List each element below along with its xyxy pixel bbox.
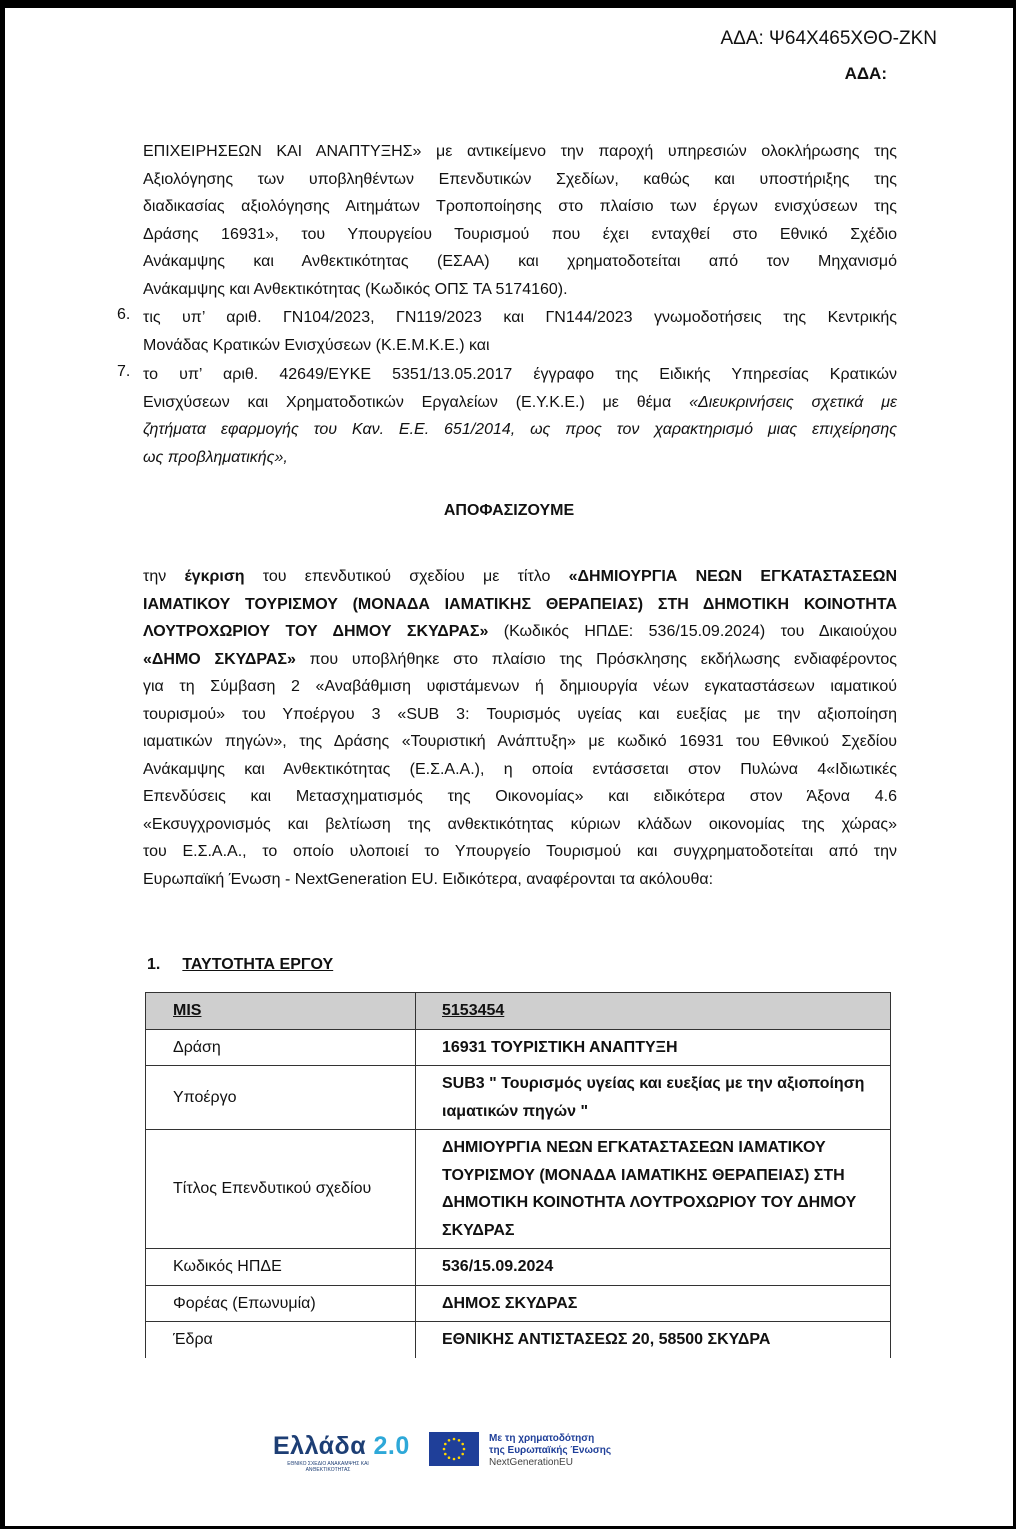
text-line: Ανάκαμψης και Ανθεκτικότητας (Κωδικός ΟΠΣ ΤΑ 5174160). xyxy=(143,280,568,298)
text-span: (Κωδικός ΗΠΔΕ: 536/15.09.2024) του Δικαιούχου xyxy=(488,623,897,640)
row-label: Κωδικός ΗΠΔΕ xyxy=(146,1249,416,1286)
row-label: Έδρα xyxy=(146,1322,416,1359)
text-line: του Ε.Σ.Α.Α., το οποίο υλοποιεί το Υπουργείο Τουρισμού και συγχρηματοδοτείται από την xyxy=(143,843,897,860)
text-line xyxy=(143,618,897,646)
text-line xyxy=(143,444,897,472)
table-header-value: 5153454 xyxy=(416,993,891,1030)
row-label: Τίτλος Επενδυτικού σχεδίου xyxy=(146,1130,416,1249)
table-header-row xyxy=(146,993,891,1030)
italic-span: ως προβληματικής», xyxy=(143,448,288,466)
text-line: «Εκσυγχρονισμός και βελτίωση της ανθεκτικότητας κύριων κλάδων οικονομίας της χώρας» xyxy=(143,815,897,833)
text-line: Αξιολόγησης των υποβληθέντων Επενδυτικών Σχεδίων, καθώς και υποστήριξης της xyxy=(143,170,897,188)
greece-logo-text xyxy=(273,1432,423,1461)
decision-paragraph xyxy=(143,563,897,893)
table-row xyxy=(146,1130,891,1249)
bold-span: ΙΑΜΑΤΙΚΟΥ ΤΟΥΡΙΣΜΟΥ (ΜΟΝΑΔΑ ΙΑΜΑΤΙΚΗΣ ΘΕΡΑΠΕΙΑΣ) ΣΤΗ ΔΗΜΟΤΙΚΗ ΚΟΙΝΟΤΗΤΑ xyxy=(143,595,897,613)
ada-label: ΑΔΑ: xyxy=(844,64,887,83)
eu-funding-text xyxy=(489,1433,659,1469)
text-line xyxy=(143,416,897,444)
item-6 xyxy=(143,304,897,359)
table-row xyxy=(146,1285,891,1322)
table-row xyxy=(146,1322,891,1359)
text-line: Δράσης 16931», του Υπουργείου Τουρισμού που έχει ενταχθεί στο Εθνικό Σχέδιο xyxy=(143,225,897,243)
text-line: Ανάκαμψης και Ανθεκτικότητας (ΕΣΑΑ) και χρηματοδοτείται από τον Μηχανισμό xyxy=(143,253,897,270)
decision-heading: ΑΠΟΦΑΣΙΖΟΥΜΕ xyxy=(443,502,575,519)
text-line: διαδικασίας αξιολόγησης Αιτημάτων Τροποποίησης στο πλαίσιο των έργων ενισχύσεων της xyxy=(143,198,897,215)
bold-span: ΛΟΥΤΡΟΧΩΡΙΟΥ ΤΟΥ ΔΗΜΟΥ ΣΚΥΔΡΑΣ» xyxy=(143,623,489,640)
item-7 xyxy=(143,361,897,471)
italic-span: «Διευκρινήσεις σχετικά με xyxy=(689,393,897,411)
greece-logo-name: Ελλάδα xyxy=(273,1432,367,1460)
row-value: 536/15.09.2024 xyxy=(416,1249,891,1286)
text-line xyxy=(143,591,897,619)
bold-span: «ΔΗΜΟ ΣΚΥΔΡΑΣ» xyxy=(143,650,296,668)
text-span: την xyxy=(143,568,185,585)
bold-span: «ΔΗΜΙΟΥΡΓΙΑ ΝΕΩΝ ΕΓΚΑΤΑΣΤΑΣΕΩΝ xyxy=(568,568,898,585)
text-line: Ανάκαμψης και Ανθεκτικότητας (Ε.Σ.Α.Α.), η οποία εντάσσεται στον Πυλώνα 4«Ιδιωτικές xyxy=(143,760,897,778)
text-line: ιαματικών πηγών», της Δράσης «Τουριστική Ανάπτυξη» με κωδικό 16931 του Εθνικού Σχεδίου xyxy=(143,733,897,750)
table-row xyxy=(146,1029,891,1066)
project-identity-table xyxy=(145,992,891,1358)
row-value: 16931 ΤΟΥΡΙΣΤΙΚΗ ΑΝΑΠΤΥΞΗ xyxy=(416,1029,891,1066)
text-line: Μονάδας Κρατικών Ενισχύσεων (Κ.Ε.Μ.Κ.Ε.) και xyxy=(143,336,490,354)
italic-span: ζητήματα εφαρμογής του Καν. Ε.Ε. 651/2014, ως προς τον χαρακτηρισμό μιας επιχείρησης xyxy=(143,421,897,438)
row-value: ΔΗΜΟΣ ΣΚΥΔΡΑΣ xyxy=(416,1285,891,1322)
text-span: που υποβλήθηκε στο πλαίσιο της Πρόσκλησης εκδήλωσης ενδιαφέροντος xyxy=(295,650,897,668)
bold-span: έγκριση xyxy=(184,568,245,585)
row-label: Δράση xyxy=(146,1029,416,1066)
document-page xyxy=(5,8,1013,1526)
text-line xyxy=(143,646,897,674)
greece-2-logo xyxy=(273,1432,423,1473)
item-number: 6. xyxy=(117,306,131,323)
table-row xyxy=(146,1066,891,1130)
row-value: ΕΘΝΙΚΗΣ ΑΝΤΙΣΤΑΣΕΩΣ 20, 58500 ΣΚΥΔΡΑ xyxy=(416,1322,891,1359)
greece-logo-subtitle: ΕΘΝΙΚΟ ΣΧΕΔΙΟ ΑΝΑΚΑΜΨΗΣ ΚΑΙ ΑΝΘΕΚΤΙΚΟΤΗΤΑΣ xyxy=(287,1461,369,1473)
item-number: 7. xyxy=(117,363,131,380)
text-line: τις υπ’ αριθ. ΓΝ104/2023, ΓΝ119/2023 και ΓΝ144/2023 γνωμοδοτήσεις της Κεντρικής xyxy=(143,309,897,326)
table-row xyxy=(146,1249,891,1286)
eu-text-line: Με τη χρηματοδότηση xyxy=(489,1433,595,1444)
text-line: Ευρωπαϊκή Ένωση - NextGeneration EU. Ειδικότερα, αναφέρονται τα ακόλουθα: xyxy=(143,870,714,888)
text-span: του επενδυτικού σχεδίου με τίτλο xyxy=(244,568,569,585)
row-label: Φορέας (Επωνυμία) xyxy=(146,1285,416,1322)
row-label: Υποέργο xyxy=(146,1066,416,1130)
row-value: ΔΗΜΙΟΥΡΓΙΑ ΝΕΩΝ ΕΓΚΑΤΑΣΤΑΣΕΩΝ ΙΑΜΑΤΙΚΟΥ ΤΟΥΡΙΣΜΟΥ (ΜΟΝΑΔΑ ΙΑΜΑΤΙΚΗΣ ΘΕΡΑΠΕΙΑΣ) ΣΤΗ ΔΗΜΟΤΙΚΗ ΚΟΙΝΟΤΗΤΑ ΛΟΥΤΡΟΧΩΡΙΟΥ ΤΟΥ ΔΗΜΟΥ ΣΚΥΔΡΑΣ xyxy=(416,1130,891,1249)
text-span: Ενισχύσεων και Χρηματοδοτικών Εργαλείων (Ε.Υ.Κ.Ε.) με θέμα xyxy=(143,393,690,411)
eu-text-line: της Ευρωπαϊκής Ένωσης xyxy=(489,1445,612,1456)
text-line: για τη Σύμβαση 2 «Αναβάθμιση υφιστάμενων ή δημιουργία νέων εγκαταστάσεων ιαματικού xyxy=(143,678,897,695)
text-line: το υπ’ αριθ. 42649/ΕΥΚΕ 5351/13.05.2017 έγγραφο της Ειδικής Υπηρεσίας Κρατικών xyxy=(143,366,897,383)
greece-logo-version: 2.0 xyxy=(373,1432,410,1460)
text-line: ΕΠΙΧΕΙΡΗΣΕΩΝ ΚΑΙ ΑΝΑΠΤΥΞΗΣ» με αντικείμενο την παροχή υπηρεσιών ολοκλήρωσης της xyxy=(143,143,897,160)
text-line: τουρισμού» του Υποέργου 3 «SUB 3: Τουρισμός υγείας και ευεξίας με την αξιοποίηση xyxy=(143,705,897,723)
section-heading xyxy=(147,956,333,974)
eu-flag-icon xyxy=(429,1432,479,1466)
table-header-label: MIS xyxy=(146,993,416,1030)
eu-text-line: NextGenerationEU xyxy=(489,1457,573,1468)
intro-paragraph xyxy=(143,138,897,303)
text-line xyxy=(143,563,897,591)
ada-code: ΑΔΑ: Ψ64Χ465ΧΘΟ-ΖΚΝ xyxy=(720,28,937,49)
eu-stars-icon xyxy=(429,1432,479,1466)
section-number: 1. xyxy=(147,956,161,973)
row-value: SUB3 " Τουρισμός υγείας και ευεξίας με την αξιοποίηση ιαματικών πηγών " xyxy=(416,1066,891,1130)
text-line xyxy=(143,389,897,417)
section-title: ΤΑΥΤΟΤΗΤΑ ΕΡΓΟΥ xyxy=(182,956,334,973)
text-line: Επενδύσεις και Μετασχηματισμός της Οικονομίας» και ειδικότερα στον Άξονα 4.6 xyxy=(143,788,897,805)
